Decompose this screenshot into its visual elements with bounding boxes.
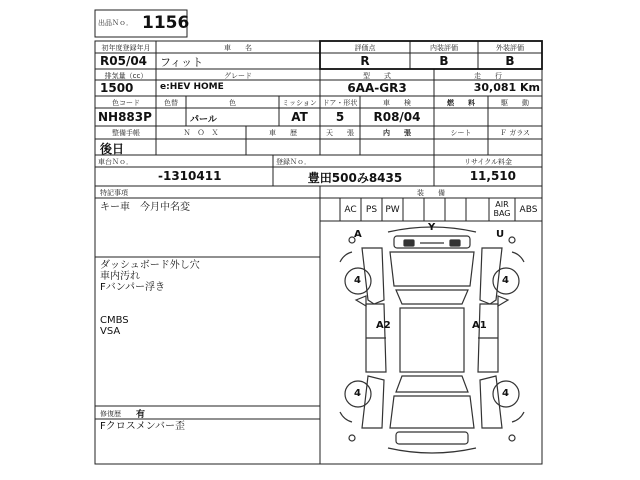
value-exterior: B — [505, 54, 515, 68]
label-recycle: リサイクル料金 — [463, 158, 513, 166]
mark-y: Y — [428, 222, 436, 233]
left-front-fender — [362, 248, 384, 304]
equip-pw: PW — [385, 205, 400, 215]
tire-rr-depth: 4 — [502, 388, 509, 399]
value-mileage: 30,081 Km — [473, 81, 540, 94]
label-manual: 整備手帳 — [112, 129, 140, 137]
right-front-fender — [480, 248, 502, 304]
label-exterior: 外装評価 — [496, 44, 524, 52]
hood-outline — [390, 252, 474, 286]
value-repair: 有 — [136, 410, 146, 420]
value-reg-no: 豊田500み8435 — [307, 171, 403, 185]
note-line-4: Fバンパー浮き — [100, 282, 166, 293]
value-grade: e:HEV HOME — [160, 82, 224, 92]
label-doors: ドア・形状 — [322, 99, 358, 107]
label-interior: 内装評価 — [430, 44, 458, 52]
exhibit-number: 1156 — [142, 13, 190, 33]
label-color-swap: 色替 — [164, 99, 178, 107]
label-fuel: 燃 料 — [447, 99, 475, 107]
label-notes: 特記事項 — [100, 189, 128, 197]
tire-fl-depth: 4 — [354, 275, 361, 286]
label-drive: 駆 動 — [501, 99, 529, 107]
label-grade: グレード — [224, 72, 252, 80]
value-interior: B — [439, 54, 449, 68]
label-year: 初年度登録年月 — [101, 44, 151, 52]
value-transmission: AT — [291, 110, 308, 124]
label-chassis: 車台Ｎｏ． — [98, 158, 133, 166]
note-line-5: CMBS — [100, 315, 129, 326]
value-color: パール — [190, 115, 217, 125]
label-displacement: 排気量（cc） — [104, 72, 148, 80]
equip-ac: AC — [344, 205, 357, 215]
equip-airbag-1: AIR — [495, 200, 509, 209]
label-history: 車 歴 — [269, 129, 297, 137]
value-year: R05/04 — [100, 54, 148, 68]
trunk-outline — [390, 396, 474, 428]
label-seat: シート — [450, 129, 472, 137]
equip-abs: ABS — [519, 205, 538, 215]
label-transmission: ミッション — [282, 99, 317, 107]
value-recycle: 11,510 — [469, 169, 516, 183]
label-model: 型 式 — [363, 72, 391, 80]
label-f-glass: Ｆ ガラス — [499, 129, 530, 137]
equip-airbag-2: BAG — [493, 209, 511, 218]
equip-ps: PS — [365, 205, 378, 215]
mark-a: A — [354, 229, 362, 240]
note-line-2: ダッシュボード外し穴 — [100, 260, 200, 271]
label-car-name: 車 名 — [224, 44, 252, 52]
value-score: R — [360, 54, 370, 68]
mark-a1: A1 — [472, 320, 487, 331]
value-color-code: NH883P — [98, 110, 152, 124]
mark-a2: A2 — [376, 320, 391, 331]
label-color: 色 — [229, 99, 236, 107]
value-displacement: 1500 — [100, 81, 134, 95]
repair-detail: Fクロスメンバー歪 — [100, 421, 186, 432]
label-color-code: 色コード — [112, 99, 140, 107]
note-line-1: キー車 今月中名変 — [100, 202, 190, 213]
mark-u: U — [496, 229, 505, 240]
label-sunroof: 天 張 — [326, 129, 354, 137]
value-model: 6AA-GR3 — [347, 81, 407, 95]
label-mileage: 走 行 — [474, 72, 502, 80]
label-inspection: 車 検 — [383, 99, 411, 107]
roof-outline — [400, 308, 464, 372]
value-doors: 5 — [335, 110, 345, 124]
value-car-name: フィット — [160, 56, 204, 69]
value-manual: 後日 — [100, 142, 125, 156]
label-score: 評価点 — [354, 44, 376, 52]
tire-rl-depth: 4 — [354, 388, 361, 399]
label-repair: 修復歴 — [100, 410, 121, 418]
label-equipment: 装 備 — [417, 189, 445, 197]
windshield-outline — [396, 290, 468, 304]
note-line-6: VSA — [100, 326, 121, 337]
value-inspection: R08/04 — [373, 110, 421, 124]
tire-fr-depth: 4 — [502, 275, 509, 286]
label-nox: Ｎ Ｏ Ｘ — [183, 129, 219, 137]
note-line-3: 車内汚れ — [100, 271, 140, 282]
value-chassis: -1310411 — [158, 169, 222, 183]
label-reg-no: 登録Ｎｏ． — [276, 158, 311, 166]
label-interior-trim: 内 張 — [383, 129, 411, 137]
exhibit-label: 出品Ｎｏ． — [98, 19, 133, 27]
